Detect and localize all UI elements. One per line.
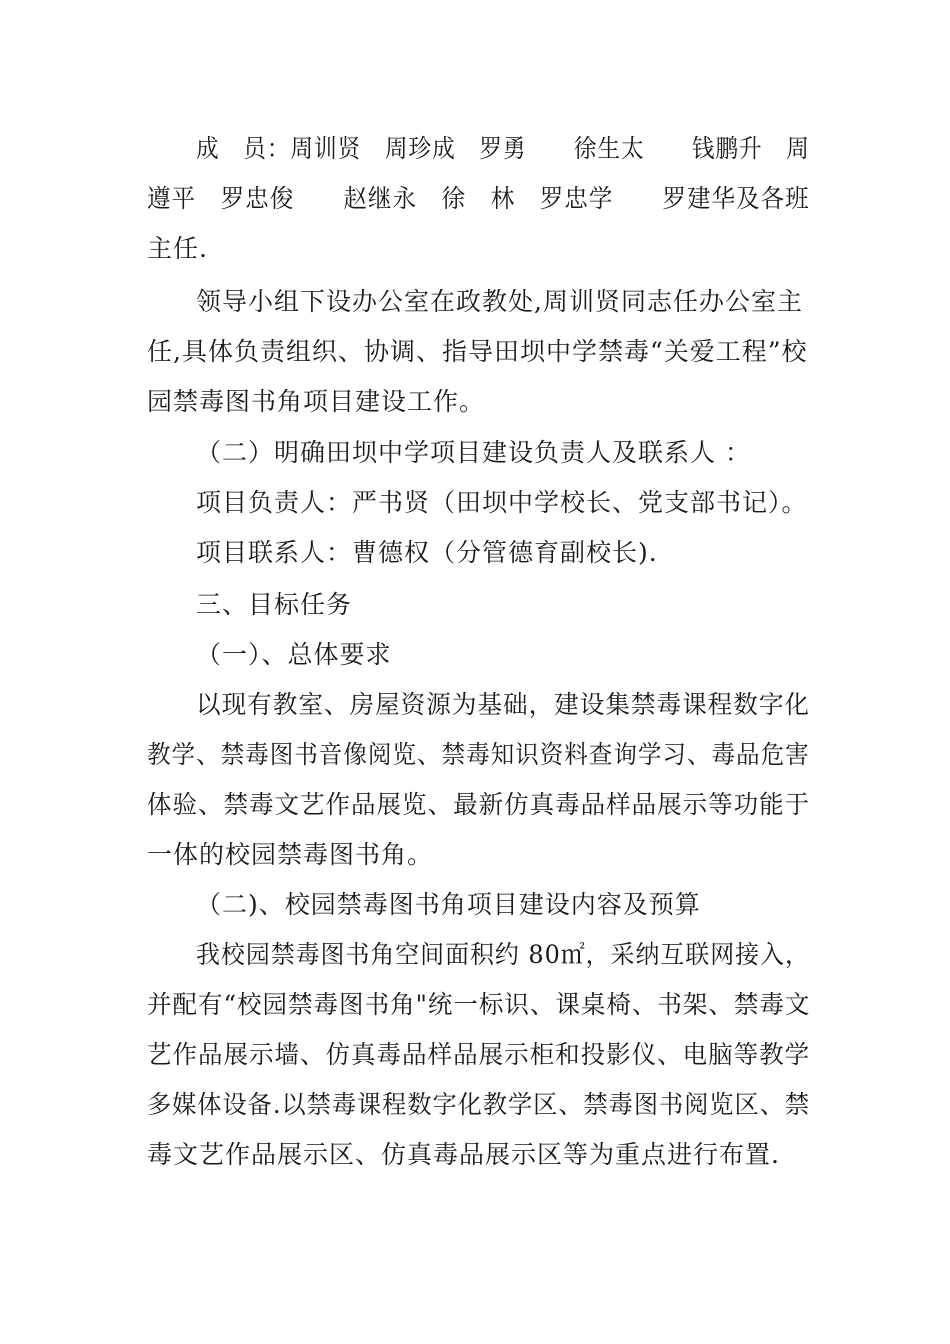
subsection-heading-requirements: （一）、总体要求 [196, 640, 392, 669]
requirements-line-3: 体验、禁毒文艺作品展览、最新仿真毒品样品展示等功能于 [147, 790, 811, 819]
content-line-4: 多媒体设备.以禁毒课程数字化教学区、禁毒图书阅览区、禁 [147, 1090, 811, 1119]
office-paragraph-line-2: 任,具体负责组织、协调、指导田坝中学禁毒“关爱工程”校 [147, 337, 808, 366]
members-line-1: 成 员：周训贤 周珍成 罗勇 徐生太 钱鹏升 周 [196, 134, 810, 163]
content-line-5: 毒文艺作品展示区、仿真毒品展示区等为重点进行布置. [147, 1140, 780, 1169]
content-line-2: 并配有“校园禁毒图书角"统一标识、课桌椅、书架、禁毒文 [147, 990, 811, 1019]
content-line-3: 艺作品展示墙、仿真毒品样品展示柜和投影仪、电脑等教学 [147, 1040, 811, 1069]
requirements-line-4: 一体的校园禁毒图书角。 [147, 840, 434, 869]
subsection-heading-content: （二)、校园禁毒图书角项目建设内容及预算 [196, 890, 701, 919]
section-heading-goals: 三、目标任务 [196, 590, 353, 619]
members-line-2: 遵平 罗忠俊 赵继永 徐 林 罗忠学 罗建华及各班 [147, 184, 810, 213]
section-heading-responsible: （二）明确田坝中学项目建设负责人及联系人 ： [196, 438, 751, 467]
project-lead-line: 项目负责人：严书贤（田坝中学校长、党支部书记）。 [196, 488, 808, 517]
requirements-line-1: 以现有教室、房屋资源为基础，建设集禁毒课程数字化 [196, 690, 811, 719]
project-contact-line: 项目联系人：曹德权（分管德育副校长). [196, 538, 658, 567]
content-line-1: 我校园禁毒图书角空间面积约 80㎡，采纳互联网接入， [196, 940, 810, 969]
office-paragraph-line-3: 园禁毒图书角项目建设工作。 [147, 387, 486, 416]
office-paragraph-line-1: 领导小组下设办公室在政教处,周训贤同志任办公室主 [196, 287, 803, 316]
requirements-line-2: 教学、禁毒图书音像阅览、禁毒知识资料查询学习、毒品危害 [147, 740, 810, 769]
members-line-3: 主任. [147, 234, 208, 263]
